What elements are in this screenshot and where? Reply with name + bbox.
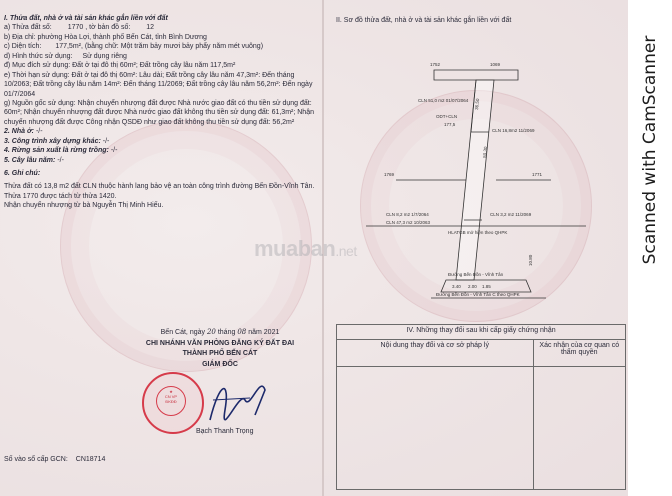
issue-year: 2021: [263, 329, 280, 336]
note-1: Thửa đất có 13,8 m2 đất CLN thuộc hành lang bảo vệ an toàn công trình đường Bến Đồn-Vĩnh Tân.: [4, 183, 315, 191]
origin-value: Nhận chuyển nhượng đất được Nhà nước giao đất có thu tiền sử dụng đất: 60m²; Nhận chuyển nhượng đất được Nhà nước giao đất không thu tiền sử dụng đất: 61,3m²; Nhận chuyển nhượng đất được Công nhận QSDĐ như giao đất không thu tiền sử dụng đất: 56,2m²: [4, 99, 314, 126]
map-label-cln4: CLN 3,2 m2 11/2069: [490, 212, 532, 217]
site-watermark: muaban.net: [254, 236, 357, 261]
map-label-cln5: CLN 47,3 m2 10/2063: [386, 220, 431, 225]
notes-label: 6. Ghi chú:: [4, 170, 41, 177]
note-2: Thửa 1770 được tách từ thửa 1420.: [4, 192, 117, 200]
red-seal: [142, 372, 204, 434]
map-dim-5: 50.30: [482, 146, 489, 159]
term-label: e) Thời hạn sử dụng:: [4, 71, 70, 79]
construction-row: [4, 137, 322, 146]
term-row: [4, 71, 322, 99]
map-label-road2: Đường Bến Đồn - Vĩnh Tân C theo QHPK: [436, 292, 520, 297]
map-label-hlatgt: HLATGB mở hiện theo QHPK: [448, 230, 508, 235]
serial-value: CN18714: [75, 456, 106, 463]
origin-label: g) Nguồn gốc sử dụng:: [4, 99, 76, 107]
map-dim-6: 36.50: [474, 98, 481, 111]
map-label-area: 177,5: [444, 122, 456, 127]
origin-row: [4, 99, 322, 127]
diagram-title: II. Sơ đồ thửa đất, nhà ở và tài sản khác gắn liền với đất: [336, 17, 512, 24]
parcel-diagram: [326, 40, 626, 300]
map-dim-2: 2.00: [468, 284, 477, 289]
camscanner-text: Scanned with CamScanner: [640, 35, 660, 265]
issue-month: 08: [237, 328, 247, 336]
changes-col-confirm: Xác nhận của cơ quan có thẩm quyền: [533, 340, 625, 367]
area-row: [4, 42, 322, 51]
signature: [205, 370, 275, 430]
map-label-p3: 1769: [384, 172, 395, 177]
map-label-road1: Đường Bến Đồn - Vĩnh Tân: [448, 272, 504, 277]
parcel-row: [4, 23, 322, 32]
purpose-value: Đất ở tại đô thị 60m²; Đất trồng cây lâu năm 117,5m²: [72, 62, 236, 70]
issuing-block: [120, 327, 320, 370]
map-label-cln1: CLN 51,0 m2 01/07/2064: [418, 98, 469, 103]
issue-date: Bến Cát, ngày 20 tháng 08 năm 2021: [160, 328, 280, 336]
map-dim-1: 3.40: [452, 284, 461, 289]
purpose-label: đ) Mục đích sử dụng:: [4, 62, 71, 70]
forest-row: [4, 146, 322, 155]
forest-value: -/-: [110, 147, 118, 155]
map-dim-4: 10.80: [528, 254, 533, 266]
changes-table: [336, 324, 626, 490]
serial-label: Số vào sổ cấp GCN:: [4, 456, 68, 463]
map-label-p1: 1752: [430, 62, 441, 67]
camscanner-banner: [628, 0, 672, 496]
note-3: Nhận chuyển nhượng từ bà Nguyễn Thị Minh Hiếu.: [4, 202, 164, 210]
serial-number: [4, 456, 105, 463]
perennial-label: 5. Cây lâu năm:: [4, 156, 56, 164]
map-sheet-label: , tờ bản đồ số:: [85, 24, 131, 32]
purpose-row: [4, 61, 322, 70]
area-label: c) Diện tích:: [4, 43, 42, 51]
house-value: -/-: [35, 128, 43, 136]
map-label-p2: 1069: [490, 62, 501, 67]
perennial-row: [4, 156, 322, 165]
map-dim-3: 1.85: [482, 284, 491, 289]
map-label-cln2: CLN 16,8m2 11/2069: [492, 128, 535, 133]
usage-form-row: [4, 52, 322, 61]
map-label-cln3: CLN 8,2 m2 1/7/2064: [386, 212, 429, 217]
red-seal-center: ★ CN VP ĐKĐĐ: [156, 386, 186, 416]
issuing-city: THÀNH PHỐ BẾN CÁT: [182, 350, 258, 357]
usage-form-label: d) Hình thức sử dụng:: [4, 52, 73, 60]
map-sheet-value: 12: [146, 24, 155, 32]
construction-label: 3. Công trình xây dựng khác:: [4, 137, 101, 145]
forest-label: 4. Rừng sản xuất là rừng trồng:: [4, 147, 109, 155]
house-row: [4, 127, 322, 136]
address-row: [4, 33, 322, 42]
director-title: GIÁM ĐỐC: [202, 360, 238, 368]
map-label-odt: ODT+CLN: [436, 114, 458, 119]
changes-cell-confirm: [533, 367, 625, 490]
section-title: I. Thửa đất, nhà ở và tài sản khác gắn liền với đất: [4, 15, 168, 22]
construction-value: -/-: [102, 137, 110, 145]
address-label: b) Địa chỉ:: [4, 33, 36, 41]
signer-name: Bạch Thanh Trọng: [196, 428, 254, 435]
area-value: 177,5m², (bằng chữ: Một trăm bảy mươi bảy phẩy năm mét vuông): [55, 43, 264, 51]
issue-day: 20: [206, 328, 216, 336]
usage-form-value: Sử dụng riêng: [82, 52, 127, 60]
parcel-label: a) Thửa đất số:: [4, 24, 52, 32]
term-value: Đất ở tại đô thị 60m²: Lâu dài; Đất trồng cây lâu năm 47,3m²: Đến tháng 10/2063; Đất trồng cây lâu năm 14m²: Đến tháng 11/2069; Đất trồng cây lâu năm 56,2m²: Đến ngày 01/7/2064: [4, 71, 313, 98]
changes-title: IV. Những thay đổi sau khi cấp giấy chứng nhận: [337, 325, 626, 340]
issuing-office: CHI NHÁNH VĂN PHÒNG ĐĂNG KÝ ĐẤT ĐAI: [145, 339, 295, 347]
notes-row: [4, 169, 322, 178]
land-info-section: [4, 14, 322, 211]
changes-cell-content: [337, 367, 534, 490]
changes-col-content: Nội dung thay đổi và cơ sở pháp lý: [337, 340, 534, 367]
map-label-p4: 1771: [532, 172, 543, 177]
perennial-value: -/-: [57, 156, 64, 164]
house-label: 2. Nhà ở:: [4, 128, 34, 136]
parcel-value: 1770: [67, 24, 84, 32]
address-value: phường Hòa Lợi, thành phố Bến Cát, tỉnh Bình Dương: [37, 33, 207, 41]
